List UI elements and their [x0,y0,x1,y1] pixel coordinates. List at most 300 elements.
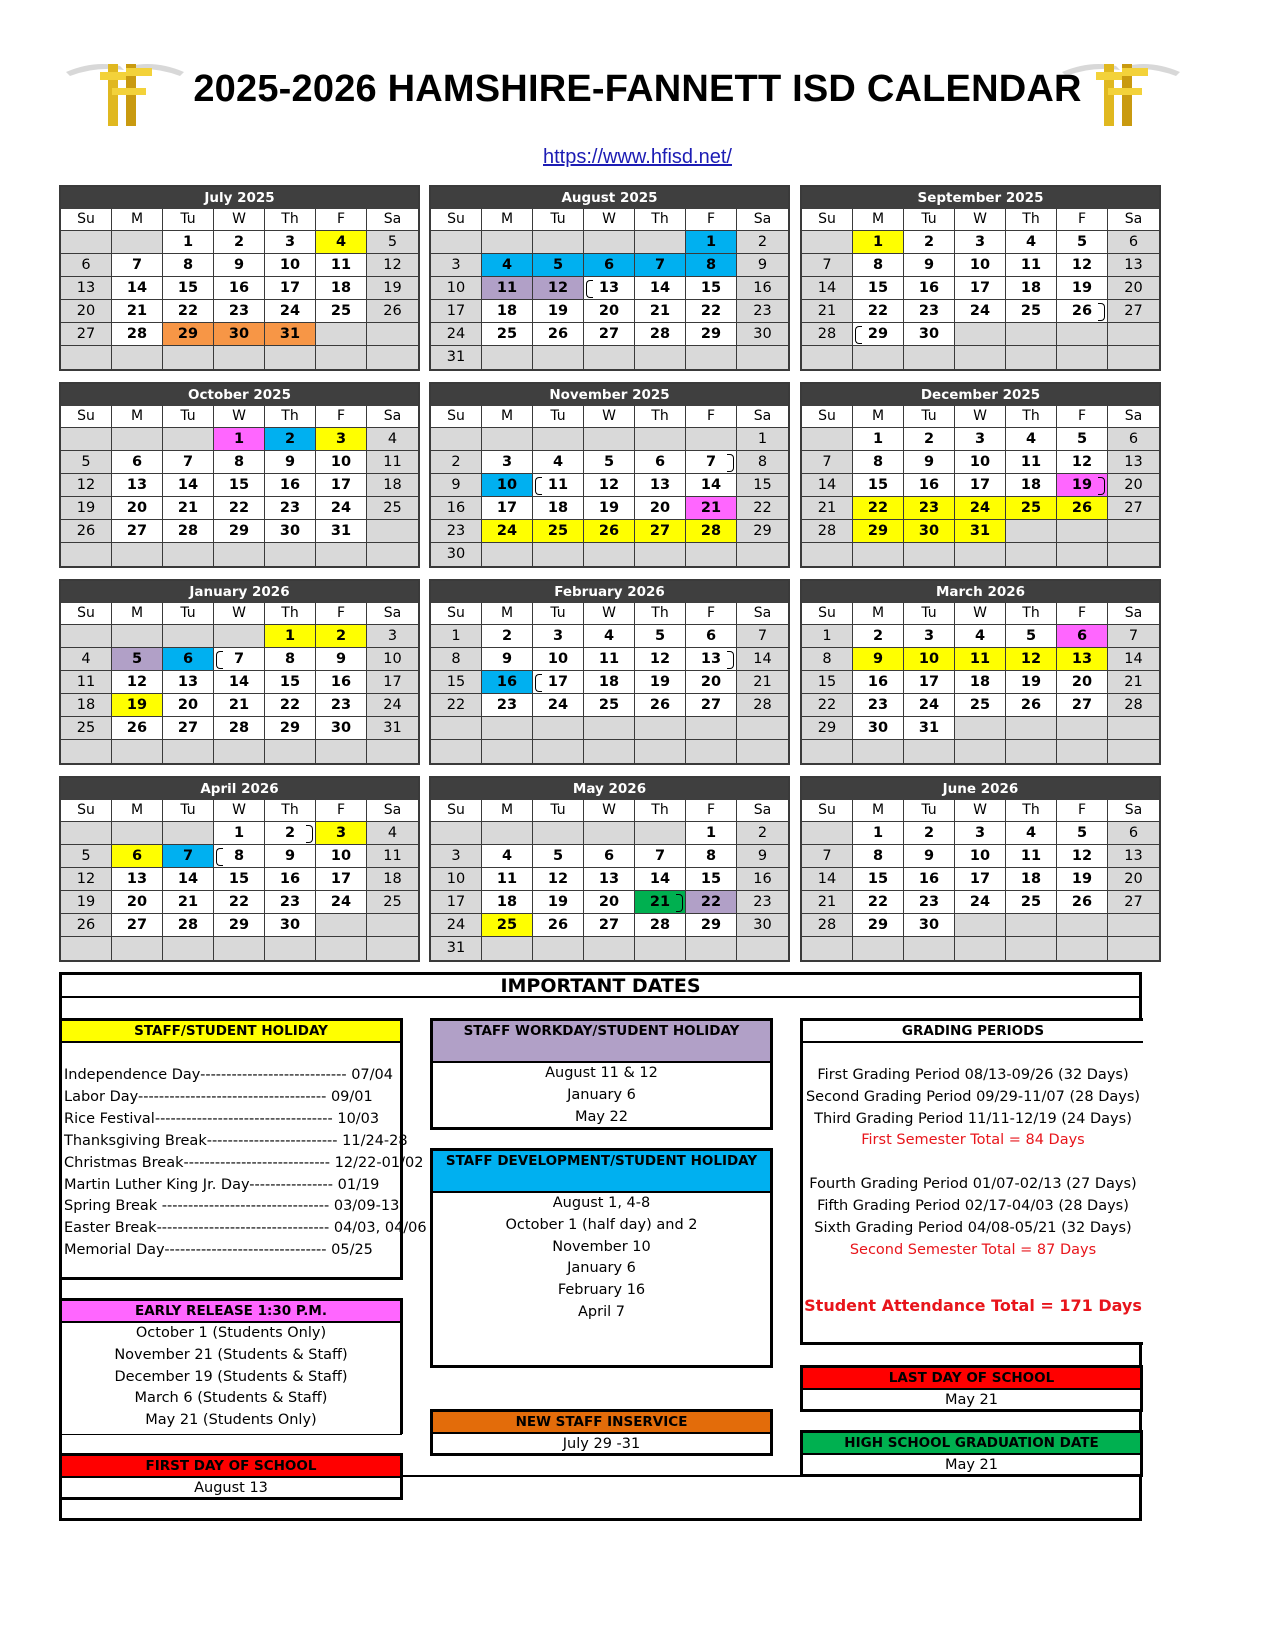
empty-cell [482,937,533,960]
month-grid [802,209,1159,369]
empty-cell [686,543,737,566]
weekday-header: M [112,209,163,231]
day-cell: 25 [316,300,367,323]
list-item: October 1 (half day) and 2 [505,1216,698,1233]
day-cell: 24 [955,300,1006,323]
day-cell: 28 [737,694,788,717]
day-cell: 3 [955,231,1006,254]
day-cell: 23 [431,520,482,543]
empty-cell [1006,543,1057,566]
empty-cell [635,543,686,566]
empty-cell [904,543,955,566]
weekday-header: Su [431,406,482,428]
empty-cell [112,428,163,451]
weekday-header: Tu [533,209,584,231]
empty-cell [584,717,635,740]
day-cell: 21 [214,694,265,717]
empty-cell [635,740,686,763]
day-cell: 9 [853,648,904,671]
day-cell: 6 [584,254,635,277]
staff-workday-heading: STAFF WORKDAY/STUDENT HOLIDAY [433,1021,770,1063]
day-cell: 9 [904,845,955,868]
day-cell: 30 [214,323,265,346]
empty-cell [584,937,635,960]
empty-cell [635,822,686,845]
empty-cell [61,543,112,566]
day-cell: 18 [584,671,635,694]
empty-cell [482,543,533,566]
day-cell: 29 [686,914,737,937]
day-cell: 21 [635,300,686,323]
day-cell: 15 [853,474,904,497]
day-cell: 7 [214,648,265,671]
day-cell: 30 [853,717,904,740]
first-semester-total: First Semester Total = 84 Days [861,1132,1085,1149]
empty-cell [802,346,853,369]
empty-cell [431,740,482,763]
weekday-header: M [853,800,904,822]
empty-cell [1006,520,1057,543]
day-cell: 7 [802,451,853,474]
empty-cell [316,914,367,937]
list-item: Fifth Grading Period 02/17-04/03 (28 Days) [817,1197,1129,1214]
empty-cell [61,231,112,254]
day-cell: 15 [214,474,265,497]
day-cell: 20 [686,671,737,694]
list-item: Rice Festival---------------------------------- 10/03 [64,1110,380,1127]
early-release-box [62,1298,403,1434]
day-cell: 27 [1108,891,1159,914]
empty-cell [1108,520,1159,543]
day-cell: 17 [265,277,316,300]
day-cell: 22 [265,694,316,717]
day-cell: 26 [533,323,584,346]
weekday-header: Th [1006,603,1057,625]
day-cell: 4 [367,428,418,451]
empty-cell [584,740,635,763]
empty-cell [955,717,1006,740]
empty-cell [431,717,482,740]
day-cell: 11 [584,648,635,671]
weekday-header: Su [61,209,112,231]
empty-cell [163,625,214,648]
month-grid [61,209,418,369]
day-cell: 29 [853,323,904,346]
day-cell: 2 [737,231,788,254]
day-cell: 27 [635,520,686,543]
day-cell: 2 [904,428,955,451]
weekday-header: Sa [1108,800,1159,822]
day-cell: 9 [265,845,316,868]
holiday-list [62,1043,427,1262]
day-cell: 23 [265,891,316,914]
empty-cell [214,740,265,763]
day-cell: 5 [533,845,584,868]
day-cell: 19 [533,891,584,914]
day-cell: 12 [367,254,418,277]
day-cell: 5 [61,451,112,474]
empty-cell [533,543,584,566]
list-item: October 1 (Students Only) [135,1325,327,1341]
empty-cell [533,822,584,845]
day-cell: 26 [61,914,112,937]
day-cell: 30 [737,323,788,346]
day-cell: 15 [163,277,214,300]
month-grid [61,800,418,960]
day-cell: 27 [584,914,635,937]
day-cell: 23 [904,497,955,520]
day-cell: 4 [584,625,635,648]
day-cell: 27 [1108,300,1159,323]
staff-development-heading: STAFF DEVELOPMENT/STUDENT HOLIDAY [433,1151,770,1193]
day-cell: 16 [737,868,788,891]
day-cell: 5 [112,648,163,671]
day-cell: 18 [367,474,418,497]
empty-cell [1006,717,1057,740]
weekday-header: F [316,209,367,231]
weekday-header: Sa [367,406,418,428]
last-day-box [800,1365,1143,1412]
month-grid [802,603,1159,763]
day-cell: 17 [316,868,367,891]
day-cell: 7 [163,845,214,868]
empty-cell [635,428,686,451]
day-cell: 10 [904,648,955,671]
day-cell: 6 [1057,625,1108,648]
empty-cell [584,346,635,369]
day-cell: 23 [904,300,955,323]
day-cell: 29 [265,717,316,740]
weekday-header: Tu [533,800,584,822]
day-cell: 14 [635,277,686,300]
day-cell: 4 [1006,428,1057,451]
day-cell: 19 [112,694,163,717]
day-cell: 18 [1006,474,1057,497]
day-cell: 3 [904,625,955,648]
day-cell: 20 [112,891,163,914]
day-cell: 1 [853,428,904,451]
day-cell: 23 [214,300,265,323]
day-cell: 30 [904,323,955,346]
empty-cell [112,625,163,648]
month-title: May 2026 [431,778,788,800]
day-cell: 13 [112,474,163,497]
day-cell: 28 [802,914,853,937]
weekday-header: Sa [367,603,418,625]
attendance-total: Student Attendance Total = 171 Days [804,1296,1142,1316]
day-cell: 25 [1006,891,1057,914]
day-cell: 10 [431,868,482,891]
day-cell: 25 [61,717,112,740]
weekday-header: Th [1006,800,1057,822]
weekday-header: M [482,406,533,428]
list-item: Martin Luther King Jr. Day---------------- 01/19 [64,1176,380,1193]
day-cell: 11 [367,845,418,868]
day-cell: 22 [431,694,482,717]
day-cell: 7 [1108,625,1159,648]
day-cell: 3 [431,254,482,277]
day-cell: 7 [635,254,686,277]
list-item: March 6 (Students & Staff) [134,1390,328,1407]
month-title: April 2026 [61,778,418,800]
day-cell: 20 [584,300,635,323]
empty-cell [265,937,316,960]
month-title: December 2025 [802,384,1159,406]
day-cell: 2 [904,822,955,845]
empty-cell [1108,717,1159,740]
day-cell: 9 [214,254,265,277]
weekday-header: Sa [737,406,788,428]
weekday-header: Sa [1108,406,1159,428]
day-cell: 31 [367,717,418,740]
holiday-box [62,1018,427,1280]
empty-cell [686,717,737,740]
empty-cell [214,543,265,566]
day-cell: 26 [533,914,584,937]
day-cell: 20 [1057,671,1108,694]
empty-cell [802,937,853,960]
day-cell: 29 [853,914,904,937]
month-calendar [800,382,1161,568]
empty-cell [533,428,584,451]
day-cell: 8 [214,845,265,868]
day-cell: 24 [316,891,367,914]
grading-periods-box [800,1018,1143,1345]
weekday-header: Th [635,209,686,231]
day-cell: 30 [904,520,955,543]
day-cell: 3 [482,451,533,474]
day-cell: 29 [214,520,265,543]
day-cell: 22 [686,891,737,914]
list-item: Easter Break--------------------------------- 04/03, 04/06 [64,1220,427,1237]
month-title: September 2025 [802,187,1159,209]
day-cell: 12 [533,277,584,300]
day-cell: 18 [61,694,112,717]
day-cell: 9 [737,254,788,277]
empty-cell [1108,937,1159,960]
empty-cell [367,937,418,960]
weekday-header: M [853,209,904,231]
day-cell: 12 [533,868,584,891]
weekday-header: Sa [367,209,418,231]
day-cell: 23 [737,300,788,323]
month-grid [431,800,788,960]
list-item: August 11 & 12 [545,1065,658,1081]
list-item: November 21 (Students & Staff) [114,1346,348,1363]
month-grid [802,800,1159,960]
day-cell: 30 [265,520,316,543]
day-cell: 4 [367,822,418,845]
weekday-header: W [584,603,635,625]
day-cell: 10 [955,451,1006,474]
weekday-header: W [955,209,1006,231]
month-calendar [800,185,1161,371]
month-title: February 2026 [431,581,788,603]
empty-cell [533,346,584,369]
empty-cell [737,717,788,740]
empty-cell [853,346,904,369]
day-cell: 22 [214,891,265,914]
weekday-header: Tu [163,800,214,822]
day-cell: 5 [584,451,635,474]
empty-cell [584,543,635,566]
day-cell: 25 [584,694,635,717]
month-calendar [429,185,790,371]
important-dates-panel [59,972,1142,1521]
day-cell: 11 [533,474,584,497]
list-item: January 6 [567,1260,636,1277]
day-cell: 21 [686,497,737,520]
empty-cell [1006,323,1057,346]
empty-cell [955,323,1006,346]
empty-cell [802,231,853,254]
day-cell: 21 [1108,671,1159,694]
weekday-header: F [686,406,737,428]
day-cell: 14 [163,474,214,497]
empty-cell [482,428,533,451]
weekday-header: Sa [367,800,418,822]
weekday-header: Tu [904,603,955,625]
empty-cell [853,937,904,960]
day-cell: 6 [584,845,635,868]
day-cell: 6 [686,625,737,648]
month-grid [61,603,418,763]
empty-cell [1108,346,1159,369]
day-cell: 15 [431,671,482,694]
empty-cell [265,346,316,369]
empty-cell [635,346,686,369]
day-cell: 15 [853,277,904,300]
day-cell: 14 [686,474,737,497]
month-title: July 2025 [61,187,418,209]
weekday-header: F [1057,209,1108,231]
month-title: October 2025 [61,384,418,406]
day-cell: 16 [904,868,955,891]
day-cell: 10 [482,474,533,497]
day-cell: 25 [482,914,533,937]
day-cell: 10 [265,254,316,277]
day-cell: 23 [316,694,367,717]
day-cell: 30 [737,914,788,937]
list-item: April 7 [578,1303,625,1320]
empty-cell [367,740,418,763]
day-cell: 3 [265,231,316,254]
day-cell: 26 [112,717,163,740]
day-cell: 8 [737,451,788,474]
weekday-header: F [316,406,367,428]
day-cell: 23 [265,497,316,520]
day-cell: 14 [112,277,163,300]
month-grid [61,406,418,566]
day-cell: 28 [635,914,686,937]
weekday-header: M [112,406,163,428]
district-website-link[interactable]: https://www.hfisd.net/ [543,146,732,168]
day-cell: 7 [737,625,788,648]
day-cell: 19 [61,891,112,914]
empty-cell [163,937,214,960]
day-cell: 6 [1108,428,1159,451]
day-cell: 13 [686,648,737,671]
day-cell: 16 [853,671,904,694]
day-cell: 16 [737,277,788,300]
day-cell: 20 [163,694,214,717]
empty-cell [737,346,788,369]
day-cell: 26 [1057,300,1108,323]
month-calendar [429,579,790,765]
day-cell: 1 [431,625,482,648]
day-cell: 1 [686,231,737,254]
day-cell: 8 [686,845,737,868]
list-item: January 6 [567,1086,636,1103]
empty-cell [112,822,163,845]
empty-cell [853,543,904,566]
day-cell: 3 [367,625,418,648]
day-cell: 12 [1057,451,1108,474]
empty-cell [482,822,533,845]
empty-cell [584,231,635,254]
list-item: Spring Break -------------------------------- 03/09-13 [64,1198,400,1215]
empty-cell [955,937,1006,960]
day-cell: 24 [316,497,367,520]
empty-cell [1057,717,1108,740]
day-cell: 20 [112,497,163,520]
empty-cell [367,520,418,543]
weekday-header: Th [265,406,316,428]
day-cell: 24 [265,300,316,323]
day-cell: 3 [533,625,584,648]
day-cell: 8 [853,254,904,277]
graduation-box [800,1430,1143,1477]
divider [62,996,1139,998]
day-cell: 25 [1006,300,1057,323]
weekday-header: M [482,603,533,625]
day-cell: 31 [431,937,482,960]
day-cell: 19 [367,277,418,300]
day-cell: 10 [316,451,367,474]
weekday-header: Tu [533,406,584,428]
day-cell: 14 [802,474,853,497]
last-day-value: May 21 [944,1392,999,1408]
month-title: November 2025 [431,384,788,406]
empty-cell [533,231,584,254]
day-cell: 24 [904,694,955,717]
day-cell: 5 [635,625,686,648]
day-cell: 13 [1108,451,1159,474]
day-cell: 13 [1108,845,1159,868]
day-cell: 20 [1108,868,1159,891]
day-cell: 15 [802,671,853,694]
day-cell: 13 [584,868,635,891]
empty-cell [316,937,367,960]
last-day-heading: LAST DAY OF SCHOOL [803,1368,1140,1390]
day-cell: 1 [853,822,904,845]
weekday-header: F [316,603,367,625]
empty-cell [316,323,367,346]
first-day-value: August 13 [194,1480,268,1496]
day-cell: 19 [1057,277,1108,300]
day-cell: 31 [316,520,367,543]
day-cell: 13 [61,277,112,300]
empty-cell [686,937,737,960]
day-cell: 10 [431,277,482,300]
weekday-header: Th [635,603,686,625]
day-cell: 22 [853,891,904,914]
day-cell: 5 [1057,428,1108,451]
empty-cell [1057,543,1108,566]
weekday-header: Th [265,209,316,231]
day-cell: 22 [853,497,904,520]
day-cell: 27 [112,914,163,937]
